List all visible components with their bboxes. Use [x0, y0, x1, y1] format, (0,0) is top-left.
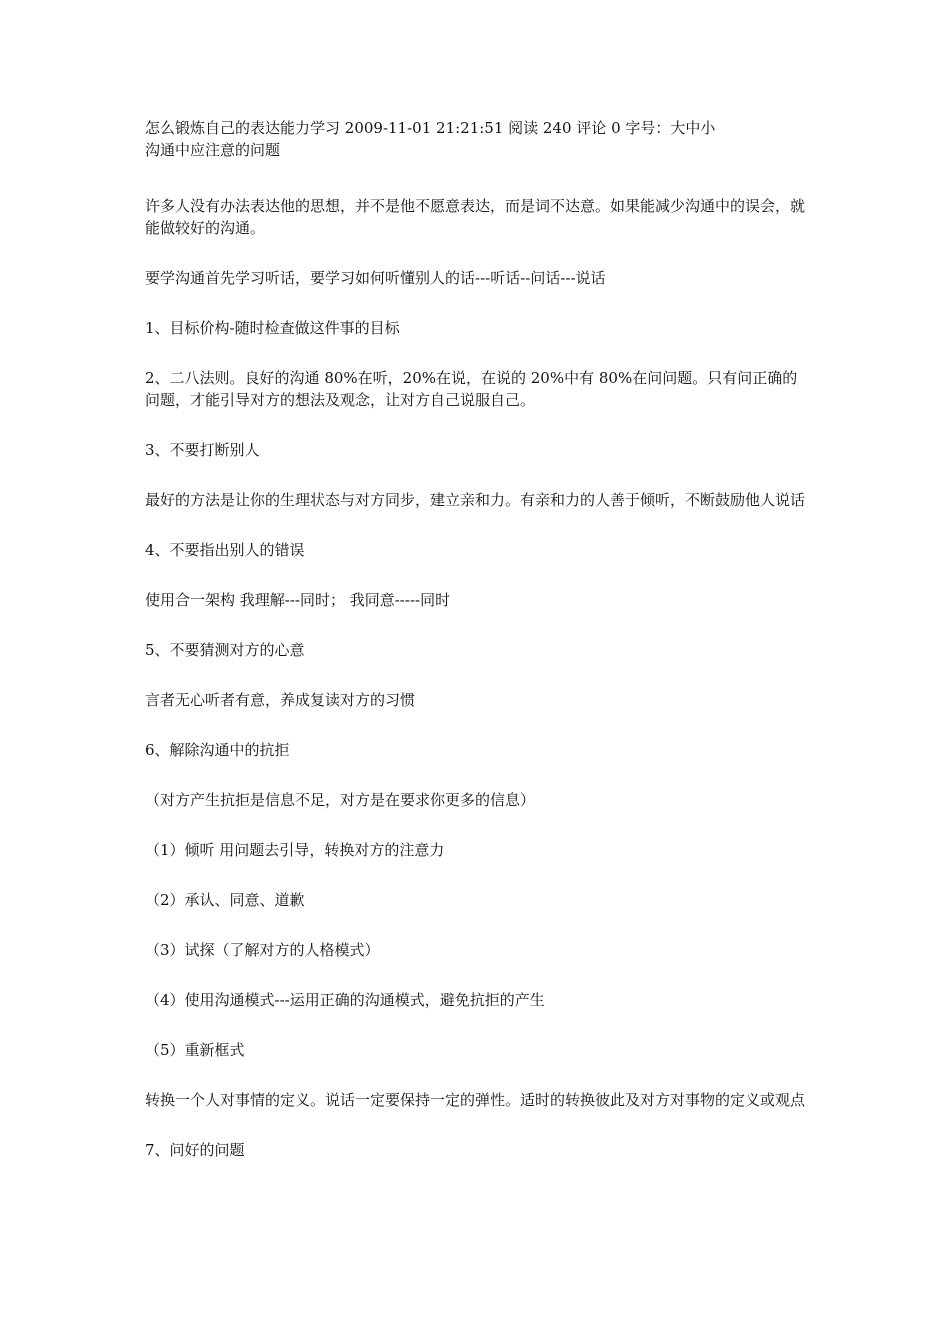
paragraph-repeat: 言者无心听者有意，养成复读对方的习惯: [145, 691, 416, 709]
sub-item-2: （2）承认、同意、道歉: [145, 891, 305, 909]
heading-item-2: 2、二八法则。良好的沟通 80%在听，20%在说，在说的 20%中有 80%在问问题。只有问正确的问题，才能引导对方的想法及观念，让对方自己说服自己。: [145, 369, 798, 409]
paragraph-rapport: 最好的方法是让你的生理状态与对方同步，建立亲和力。有亲和力的人善于倾听，不断鼓励他人说话: [145, 491, 806, 509]
article-subtitle: 沟通中应注意的问题: [145, 141, 281, 159]
sub-item-1: （1）倾听 用问题去引导，转换对方的注意力: [145, 841, 445, 859]
paragraph-resistance-note: （对方产生抗拒是信息不足，对方是在要求你更多的信息）: [145, 791, 536, 809]
paragraph-framework: 使用合一架构 我理解---同时； 我同意-----同时: [145, 591, 451, 609]
heading-item-7: 7、问好的问题: [145, 1141, 245, 1159]
heading-item-3: 3、不要打断别人: [145, 441, 260, 459]
paragraph-intro: 许多人没有办法表达他的思想，并不是他不愿意表达，而是词不达意。如果能减少沟通中的误会，就能做较好的沟通。: [145, 197, 806, 237]
heading-item-6: 6、解除沟通中的抗拒: [145, 741, 290, 759]
heading-item-5: 5、不要猜测对方的心意: [145, 641, 305, 659]
heading-item-1: 1、目标价构-随时检查做这件事的目标: [145, 319, 400, 337]
document-body: [145, 117, 810, 1161]
sub-item-5: （5）重新框式: [145, 1041, 245, 1059]
paragraph-listening: 要学沟通首先学习听话，要学习如何听懂别人的话---听话--问话---说话: [145, 269, 606, 287]
heading-item-4: 4、不要指出别人的错误: [145, 541, 305, 559]
sub-item-3: （3）试探（了解对方的人格模式）: [145, 941, 380, 959]
paragraph-reframe: 转换一个人对事情的定义。说话一定要保持一定的弹性。适时的转换彼此及对方对事物的定义或观点: [145, 1091, 806, 1109]
article-header: 怎么锻炼自己的表达能力学习 2009-11-01 21:21:51 阅读 240 评论 0 字号：大中小: [145, 119, 716, 137]
sub-item-4: （4）使用沟通模式---运用正确的沟通模式，避免抗拒的产生: [145, 991, 545, 1009]
